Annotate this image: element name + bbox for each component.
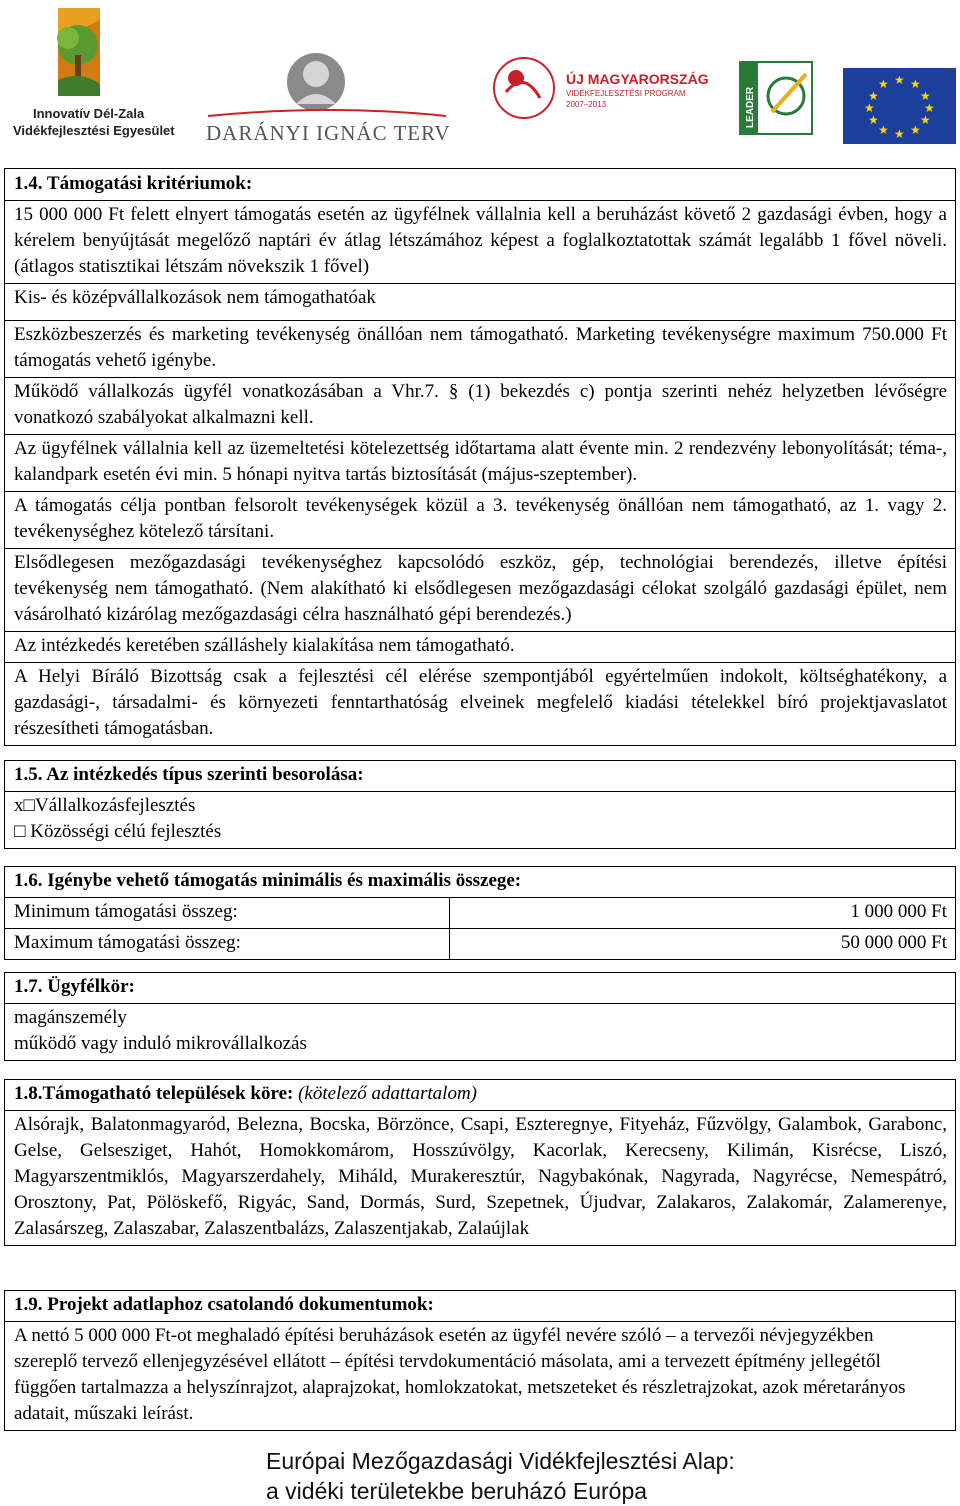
criteria-paragraph-6: A támogatás célja pontban felsorolt tevékenységek közül a 3. tevékenység önállóan nem támogatható, az 1. vagy 2. tevékenységhez kötelező társítani. [5, 492, 956, 549]
documents-text: A nettó 5 000 000 Ft-ot meghaladó építési beruházások esetén az ügyfél nevére szóló – a tervezői névjegyzékben szereplő tervező ellenjegyzésével ellátott – építési tervdokumentáció másolata, ami a tervezett építmény jellegétől függően tartalmazza a helyszínrajzot, alaprajzokat, homlokzatokat, metszeteket és részletrajzokat, azok méretarányos adatait, műszaki leírást. [5, 1322, 956, 1431]
criteria-paragraph-9: A Helyi Bíráló Bizottság csak a fejlesztési cél elérése szempontjából egyértelműen indokolt, költséghatékony, a gazdasági-, társadalmi- és környezeti fenntarthatóság elveinek megfelelő kiadási tételekkel bíró projektjavaslatot részesítheti támogatásban. [5, 663, 956, 746]
daranyi-logo [206, 53, 451, 145]
criteria-paragraph-4: Működő vállalkozás ügyfél vonatkozásában a Vhr.7. § (1) bekezdés c) pontja szerinti nehéz helyzetben lévőségre vonatkozó szabályokat alkalmazni kell. [5, 378, 956, 435]
section-1-4 [4, 168, 956, 746]
svg-text:★: ★ [878, 123, 889, 137]
ide-logo [13, 8, 175, 138]
ide-name-line1: Innovatív Dél-Zala [33, 106, 145, 121]
section-1-4-title: 1.4. Támogatási kritériumok: [5, 169, 956, 201]
footer-line-2: a vidéki területekbe beruházó Európa [266, 1478, 648, 1504]
uj-magyarorszag-logo [494, 58, 709, 118]
footer [266, 1446, 735, 1506]
max-amount-label: Maximum támogatási összeg: [5, 929, 450, 960]
section-1-8-title-cell [5, 1080, 956, 1111]
section-1-8-note: (kötelező adattartalom) [298, 1083, 477, 1104]
svg-text:★: ★ [894, 73, 905, 87]
svg-text:★: ★ [864, 101, 875, 115]
svg-text:★: ★ [894, 127, 905, 141]
criteria-paragraph-5: Az ügyfélnek vállalnia kell az üzemeltetési kötelezettség időtartama alatt évente min. 2 rendezvény lebonyolítását; téma-, kalandpark esetén évi min. 5 hónapi nyitva tartás biztosítását (május-szeptember). [5, 435, 956, 492]
classification-options [5, 792, 956, 849]
ide-name-line2: Vidékfejlesztési Egyesület [13, 123, 175, 138]
eu-flag [843, 68, 956, 144]
footer-line-1: Európai Mezőgazdasági Vidékfejlesztési Alap: [266, 1448, 735, 1474]
client-item: működő vagy induló mikrovállalkozás [14, 1033, 307, 1054]
svg-text:★: ★ [868, 113, 879, 127]
uj-line3: 2007–2013 [566, 100, 607, 109]
section-1-5-title: 1.5. Az intézkedés típus szerinti besorolása: [5, 761, 956, 792]
min-amount-label: Minimum támogatási összeg: [5, 898, 450, 929]
section-1-7 [4, 972, 956, 1061]
criteria-paragraph-2: Kis- és középvállalkozások nem támogathatóak [5, 284, 956, 321]
uj-line2: VIDÉKFEJLESZTÉSI PROGRAM [566, 89, 686, 98]
min-amount-value: 1 000 000 Ft [450, 898, 956, 929]
section-1-9 [4, 1290, 956, 1431]
criteria-paragraph-3: Eszközbeszerzés és marketing tevékenység önállóan nem támogatható. Marketing tevékenységre maximum 750.000 Ft támogatás vehető igénybe. [5, 321, 956, 378]
client-item: magánszemély [14, 1007, 127, 1028]
max-amount-value: 50 000 000 Ft [450, 929, 956, 960]
settlements-list: Alsórajk, Balatonmagyaród, Belezna, Bocska, Börzönce, Csapi, Eszteregnye, Fityeház, Fűzvölgy, Galambok, Garabonc, Gelse, Gelsesziget, Hahót, Homokkomárom, Hosszúvölgy, Kacorlak, Kerecseny, Kilimán, Kisrécse, Liszó, Magyarszentmiklós, Magyarszerdahely, Miháld, Murakeresztúr, Nagybakónak, Nagyrada, Nagyrécse, Nemespátró, Orosztony, Pat, Pölöskefő, Rigyác, Sand, Dormás, Surd, Szepetnek, Újudvar, Zalakaros, Zalakomár, Zalamerenye, Zalasárszeg, Zalaszabar, Zalaszentbalázs, Zalaszentjakab, Zalaújlak [5, 1111, 956, 1246]
section-1-7-title: 1.7. Ügyfélkör: [5, 973, 956, 1004]
section-1-8 [4, 1079, 956, 1246]
svg-text:★: ★ [878, 77, 889, 91]
svg-text:★: ★ [910, 123, 921, 137]
uj-line1: ÚJ MAGYARORSZÁG [566, 71, 709, 87]
leader-logo [740, 62, 812, 134]
svg-text:★: ★ [920, 113, 931, 127]
option-community-development: □ Közösségi célú fejlesztés [14, 821, 222, 842]
svg-text:★: ★ [910, 77, 921, 91]
section-1-6-title: 1.6. Igénybe vehető támogatás minimális és maximális összege: [5, 867, 956, 898]
svg-text:★: ★ [920, 89, 931, 103]
option-business-development: x□Vállalkozásfejlesztés [14, 795, 196, 816]
section-1-6 [4, 866, 956, 960]
criteria-paragraph-1: 15 000 000 Ft felett elnyert támogatás esetén az ügyfélnek vállalnia kell a beruházást követő 2 gazdasági évben, hogy a kérelem benyújtását megelőző naptári év átlag létszámához képest a foglalkoztatottak számát legalább 1 fővel növeli. (átlagos statisztikai létszám növekszik 1 fővel) [5, 201, 956, 284]
criteria-paragraph-8: Az intézkedés keretében szálláshely kialakítása nem támogatható. [5, 632, 956, 663]
section-1-5 [4, 760, 956, 849]
client-list [5, 1004, 956, 1061]
section-1-8-title: 1.8.Támogatható települések köre: [14, 1083, 294, 1104]
svg-text:★: ★ [868, 89, 879, 103]
criteria-paragraph-7: Elsődlegesen mezőgazdasági tevékenységhez kapcsolódó eszköz, gép, technológiai berendezés, illetve építési tevékenység nem támogatható. (Nem alakítható ki elsődlegesen mezőgazdasági célokat szolgáló gazdasági épület, nem vásárolható kizárólag mezőgazdasági célra használható gépi berendezés.) [5, 549, 956, 632]
daranyi-text: DARÁNYI IGNÁC TERV [206, 121, 451, 145]
logo-bar [0, 0, 960, 160]
section-1-9-title: 1.9. Projekt adatlaphoz csatolandó dokumentumok: [5, 1291, 956, 1322]
svg-text:★: ★ [924, 101, 935, 115]
leader-text: LEADER [745, 86, 756, 128]
